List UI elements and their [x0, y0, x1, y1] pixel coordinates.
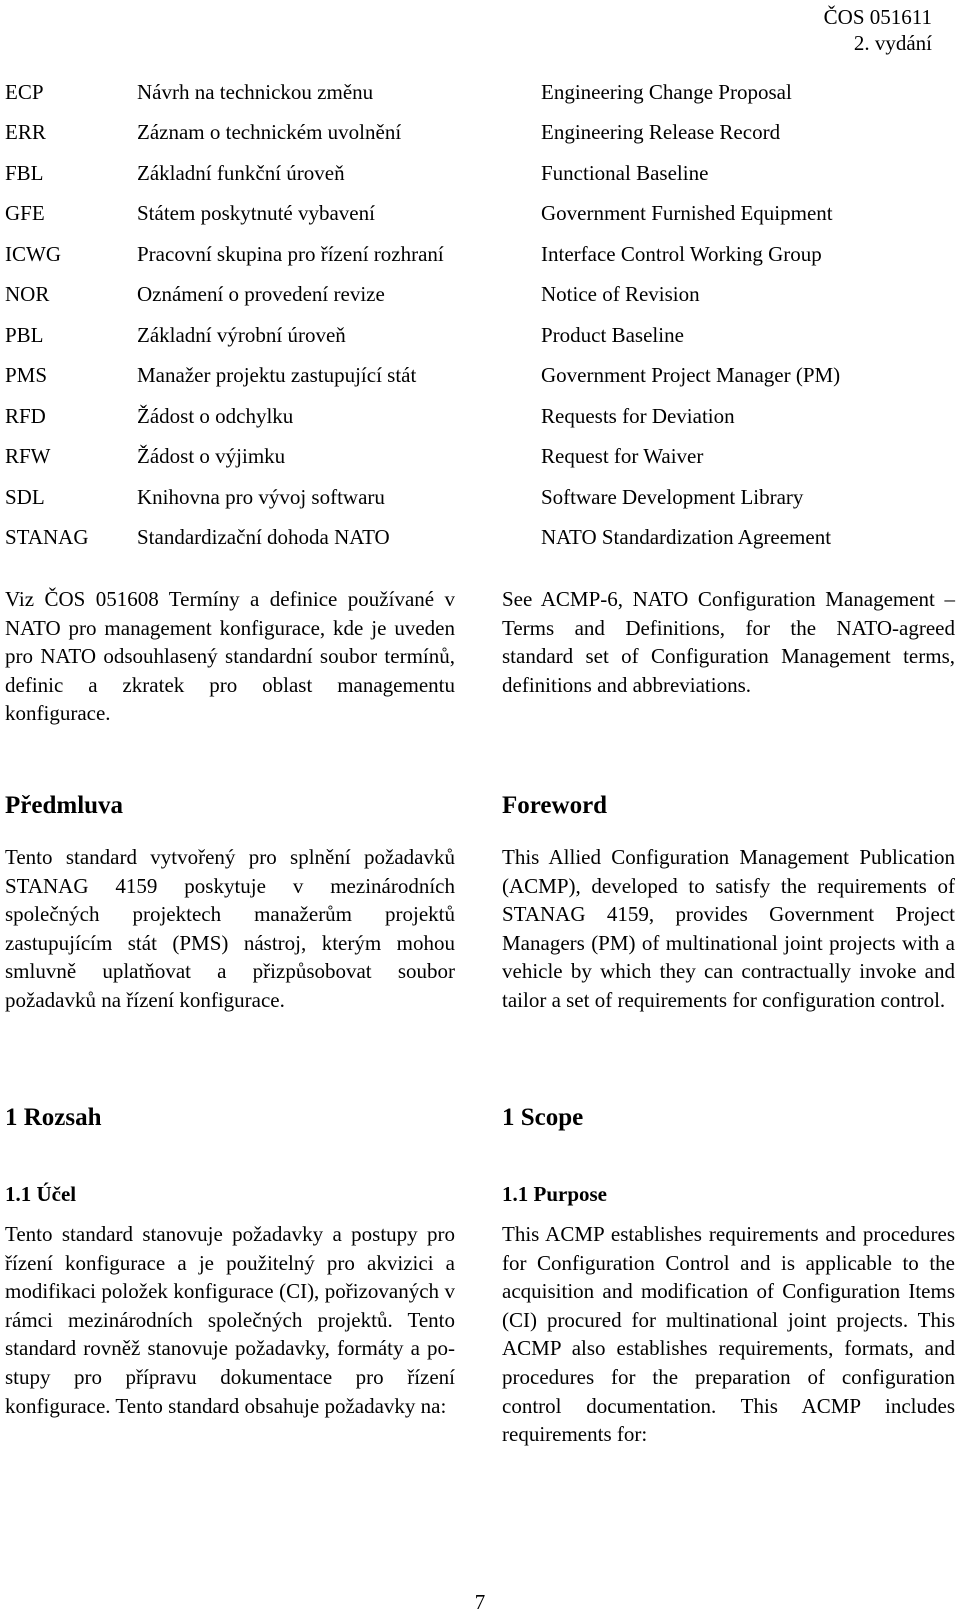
abbreviation-czech: Standardizační dohoda NATO — [137, 525, 390, 550]
abbreviation-english: Request for Waiver — [541, 444, 704, 469]
see-reference-cz: Viz ČOS 051608 Termíny a definice používané v NATO pro management konfigurace, kde je uveden pro NATO odsouhlasený standardní soubor termínů, definic a zkratek pro oblast managementu konfigurace. — [5, 587, 455, 726]
foreword-text-en: This Allied Configuration Management Publication (ACMP), developed to satisfy the requirements of STANAG 4159, provides Government Project Managers (PM) of multinational joint projects with a vehicle by which they can contractually invoke and tailor a set of requirements for configuration control. — [502, 845, 955, 1012]
abbreviation-english: Functional Baseline — [541, 160, 709, 185]
abbreviation-czech: Návrh na technickou změnu — [137, 79, 374, 104]
see-reference-en: See ACMP-6, NATO Configuration Management – Terms and Definitions, for the NATO-agreed standard set of Configuration Management terms, definitions and abbreviations. — [502, 587, 955, 697]
abbreviation-czech: Žádost o výjimku — [137, 444, 286, 469]
purpose-heading-en: 1.1 Purpose — [502, 1182, 607, 1206]
abbreviation-code: PMS — [5, 363, 48, 388]
abbreviation-code: ICWG — [5, 241, 61, 266]
abbreviation-english: Engineering Release Record — [541, 120, 781, 145]
abbreviation-czech: Základní výrobní úroveň — [137, 322, 346, 347]
page-header — [824, 4, 932, 56]
abbreviation-english: Software Development Library — [541, 484, 804, 509]
scope-heading-cz: 1 Rozsah — [5, 1104, 102, 1131]
abbreviation-czech: Knihovna pro vývoj softwaru — [137, 484, 385, 509]
abbreviation-czech: Státem poskytnuté vybavení — [137, 201, 375, 226]
abbreviation-row — [5, 234, 840, 275]
abbreviation-code: FBL — [5, 160, 44, 185]
abbreviation-row — [5, 315, 840, 356]
abbreviation-czech: Manažer projektu zastupující stát — [137, 363, 417, 388]
abbreviation-row — [5, 194, 840, 235]
abbreviation-english: NATO Standardization Agreement — [541, 525, 832, 550]
abbreviation-row — [5, 72, 840, 113]
abbreviation-english: Notice of Revision — [541, 282, 700, 307]
page-number: 7 — [474, 1590, 486, 1614]
abbreviation-code: SDL — [5, 484, 45, 509]
abbreviation-row — [5, 477, 840, 518]
abbreviation-code: RFD — [5, 403, 46, 428]
abbreviation-english: Government Furnished Equipment — [541, 201, 833, 226]
purpose-text-en: This ACMP establishes requirements and procedures for Configuration Control and is applicable to the acquisition and modification of Configuration Items (CI) procured for multinational joint projects. This ACMP also establishes requirements, formats, and procedures for the preparation of configuration control documentation. This ACMP includes requirements for: — [502, 1222, 955, 1447]
purpose-heading-cz: 1.1 Účel — [5, 1182, 77, 1206]
document-id: ČOS 051611 — [823, 5, 932, 29]
purpose-text-cz: Tento standard stanovuje požadavky a postupy pro řízení konfigurace a je použitelný pro akvizici a modifikaci položek konfigurace (CI), pořizovaných v rámci mezinárodních společných projektů. Tento standard rovněž stanovuje požadavky, formáty a postupy pro přípravu dokumentace pro řízení konfigurace. Tento standard obsahuje požadavky na: — [5, 1222, 455, 1418]
abbreviation-english: Engineering Change Proposal — [541, 79, 792, 104]
abbreviation-english: Government Project Manager (PM) — [541, 363, 841, 388]
abbreviation-row — [5, 356, 840, 397]
edition-label: 2. vydání — [853, 31, 932, 55]
abbreviation-code: GFE — [5, 201, 45, 226]
abbreviation-czech: Žádost o odchylku — [137, 403, 294, 428]
abbreviation-code: ERR — [5, 120, 46, 145]
foreword-heading-en: Foreword — [502, 792, 608, 819]
abbreviation-table — [5, 72, 840, 558]
abbreviation-czech: Záznam o technickém uvolnění — [137, 120, 402, 145]
abbreviation-czech: Oznámení o provedení revize — [137, 282, 385, 307]
abbreviation-row — [5, 437, 840, 478]
abbreviation-czech: Základní funkční úroveň — [137, 160, 345, 185]
abbreviation-row — [5, 113, 840, 154]
abbreviation-english: Interface Control Working Group — [541, 241, 822, 266]
abbreviation-code: NOR — [5, 282, 50, 307]
abbreviation-code: ECP — [5, 79, 44, 104]
abbreviation-code: RFW — [5, 444, 51, 469]
abbreviation-code: PBL — [5, 322, 44, 347]
abbreviation-czech: Pracovní skupina pro řízení rozhraní — [137, 241, 444, 266]
scope-heading-en: 1 Scope — [502, 1104, 584, 1131]
foreword-heading-cz: Předmluva — [5, 792, 124, 819]
abbreviation-row — [5, 396, 840, 437]
foreword-text-cz: Tento standard vytvořený pro splnění požadavků STANAG 4159 poskytuje v mezinárodních společných projektech manažerům projektů zastupujícím stát (PMS) nástroj, kterým mohou smluvně uplatňovat a přizpůsobovat soubor požadavků na řízení konfigurace. — [5, 845, 455, 1012]
abbreviation-row — [5, 518, 840, 559]
abbreviation-english: Product Baseline — [541, 322, 684, 347]
abbreviation-code: STANAG — [5, 525, 89, 550]
abbreviation-row — [5, 275, 840, 316]
abbreviation-english: Requests for Deviation — [541, 403, 735, 428]
abbreviation-row — [5, 153, 840, 194]
